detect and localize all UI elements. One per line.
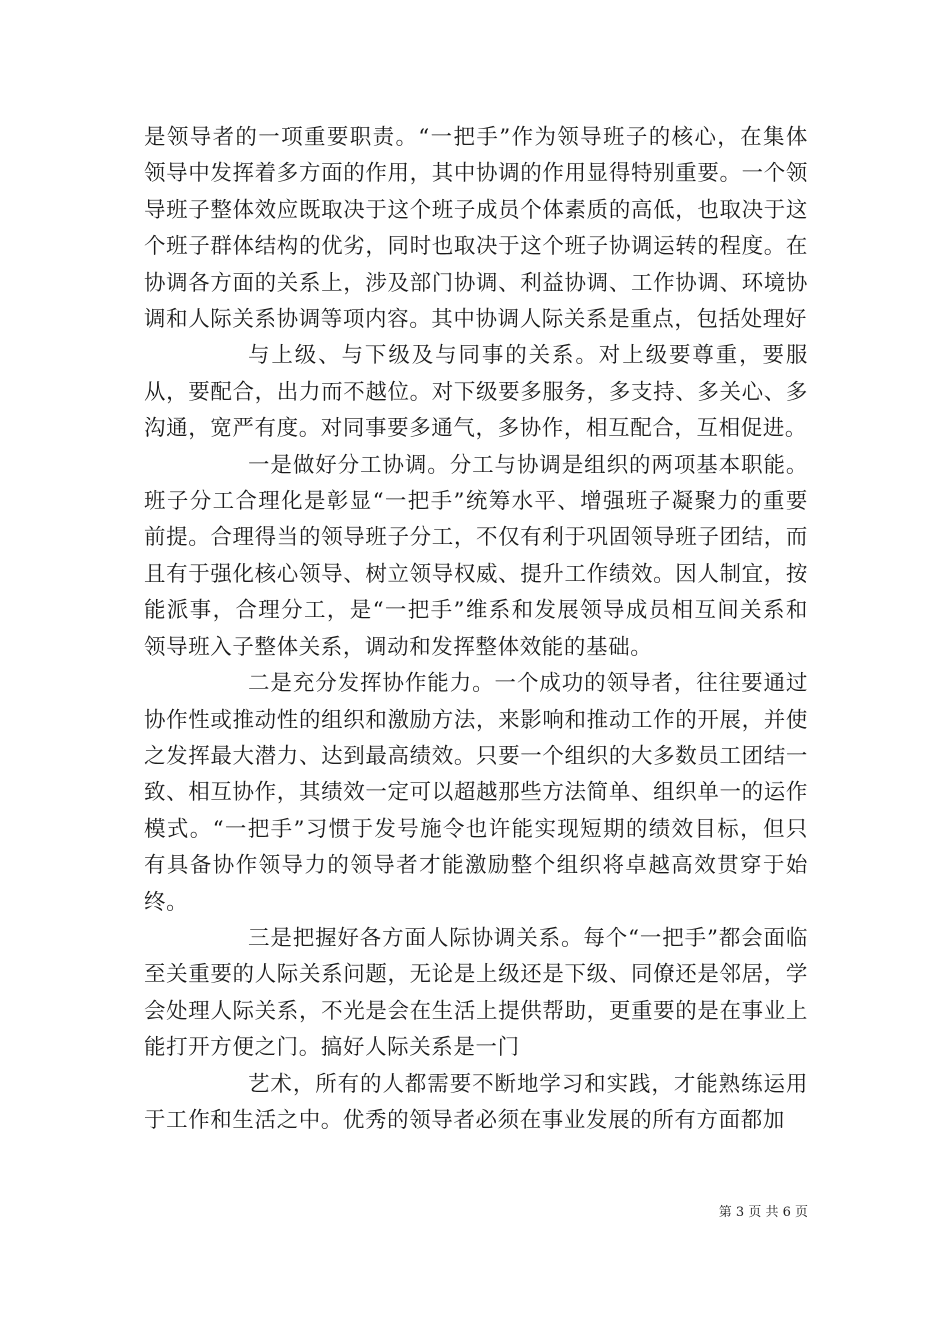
paragraph-5: 三是把握好各方面人际协调关系。每个“一把手”都会面临至关重要的人际关系问题，无论是上级还是下级、同僚还是邻居，学会处理人际关系，不光是会在生活上提供帮助，更重要的是在事业上能打开方便之门。搞好人际关系是一门 (144, 925, 808, 1061)
paragraph-4: 二是充分发挥协作能力。一个成功的领导者，往往要通过协作性或推动性的组织和激励方法，来影响和推动工作的开展，并使之发挥最大潜力、达到最高绩效。只要一个组织的大多数员工团结一致、相互协作，其绩效一定可以超越那些方法简单、组织单一的运作模式。“一把手”习惯于发号施令也许能实现短期的绩效目标，但只有具备协作领导力的领导者才能激励整个组织将卓越高效贯穿于始终。 (144, 671, 808, 915)
paragraph-3: 一是做好分工协调。分工与协调是组织的两项基本职能。班子分工合理化是彰显“一把手”统筹水平、增强班子凝聚力的重要前提。合理得当的领导班子分工，不仅有利于巩固领导班子团结，而且有于强化核心领导、树立领导权威、提升工作绩效。因人制宜，按能派事，合理分工，是“一把手”维系和发展领导成员相互间关系和领导班入子整体关系，调动和发挥整体效能的基础。 (144, 452, 808, 660)
body-text (144, 120, 808, 1139)
paragraph-1: 是领导者的一项重要职责。“一把手”作为领导班子的核心，在集体领导中发挥着多方面的作用，其中协调的作用显得特别重要。一个领导班子整体效应既取决于这个班子成员个体素质的高低，也取决于这个班子群体结构的优劣，同时也取决于这个班子协调运转的程度。在协调各方面的关系上，涉及部门协调、利益协调、工作协调、环境协调和人际关系协调等项内容。其中协调人际关系是重点，包括处理好 (144, 125, 808, 333)
page-number-footer: 第 3 页 共 6 页 (718, 1205, 808, 1220)
paragraph-6: 艺术，所有的人都需要不断地学习和实践，才能熟练运用于工作和生活之中。优秀的领导者必须在事业发展的所有方面都加 (144, 1071, 808, 1133)
paragraph-2: 与上级、与下级及与同事的关系。对上级要尊重，要服从，要配合，出力而不越位。对下级要多服务，多支持、多关心、多沟通，宽严有度。对同事要多通气，多协作，相互配合，互相促进。 (144, 343, 808, 442)
